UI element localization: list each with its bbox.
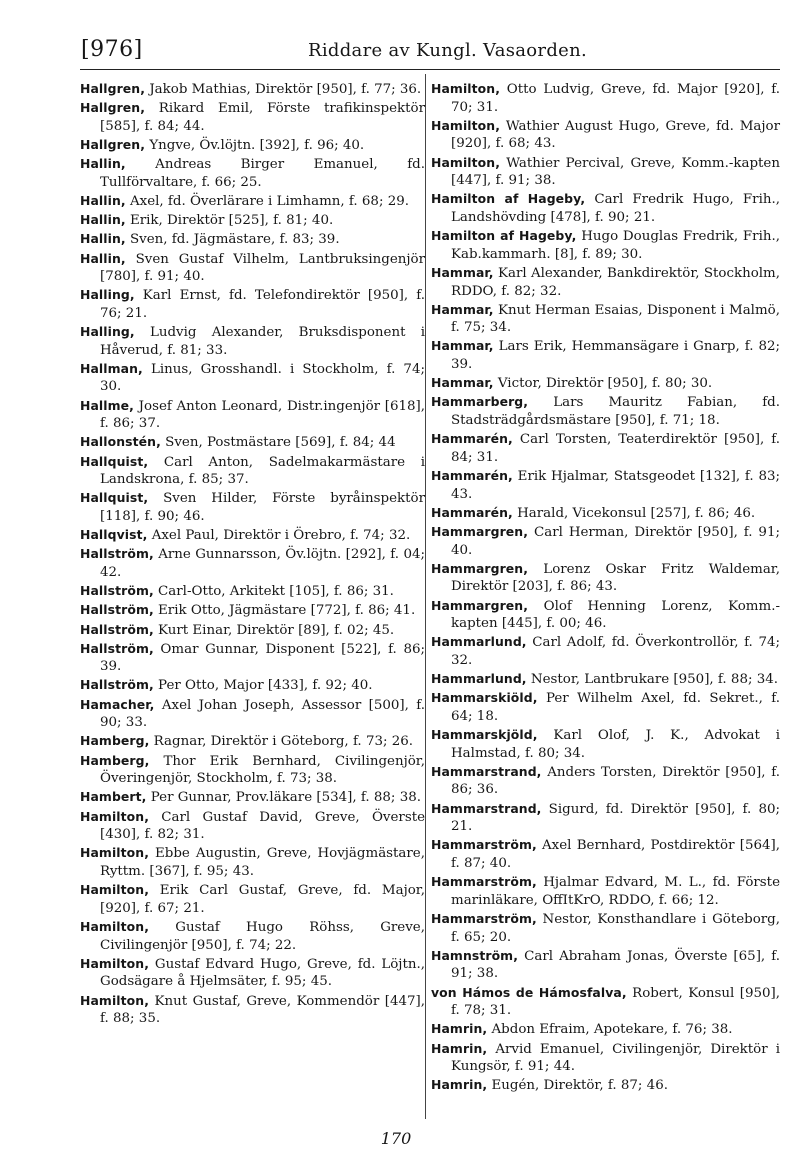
entry-surname: Hallgren, xyxy=(80,100,146,116)
entry-details: Anders Torsten, Direktör [950], f. 86; 36. xyxy=(451,764,780,798)
entry-details: Victor, Direktör [950], f. 80; 30. xyxy=(497,376,713,392)
register-entry xyxy=(431,393,780,429)
entry-surname: Hallin, xyxy=(80,231,126,247)
register-entry xyxy=(431,374,780,393)
register-entry xyxy=(431,910,780,946)
register-entry xyxy=(80,640,425,676)
entry-details: Arvid Emanuel, Civilingenjör, Direktör i Kungsör, f. 91; 44. xyxy=(451,1041,780,1075)
register-entry xyxy=(431,264,780,300)
right-column xyxy=(431,80,780,1095)
entry-surname: Hallme, xyxy=(80,397,134,413)
register-entry xyxy=(80,844,425,880)
register-entry xyxy=(80,918,425,954)
entry-details: Arne Gunnarsson, Öv.löjtn. [292], f. 04; 42. xyxy=(100,547,426,580)
entry-surname: Hammar, xyxy=(431,264,494,280)
entry-details: Carl Anton, Sadelmakarmästare i Landskrona, f. 85; 37. xyxy=(100,454,425,488)
register-entry xyxy=(80,80,425,99)
entry-surname: Hamilton, xyxy=(431,154,500,170)
entry-surname: Halling, xyxy=(80,324,135,340)
entry-surname: Hamilton af Hageby, xyxy=(431,228,577,244)
entry-surname: Hallquist, xyxy=(80,490,149,506)
entry-surname: Hammarén, xyxy=(431,504,513,520)
entry-surname: Hallin, xyxy=(80,192,126,208)
entry-details: Per Gunnar, Prov.läkare [534], f. 88; 38. xyxy=(150,790,421,806)
entry-surname: Hammar, xyxy=(431,301,494,317)
register-entry xyxy=(80,250,425,286)
header-rule xyxy=(80,69,780,70)
entry-details: Carl Fredrik Hugo, Frih., Landshövding [478], f. 90; 21. xyxy=(451,192,780,225)
entry-details: Knut Gustaf, Greve, Kommendör [447], f. 88; 35. xyxy=(100,993,426,1027)
entry-surname: Hamnström, xyxy=(431,947,519,963)
entry-details: Axel Paul, Direktör i Örebro, f. 74; 32. xyxy=(151,528,411,544)
entry-surname: Hamilton, xyxy=(80,955,149,971)
entry-surname: Hamilton, xyxy=(431,117,500,133)
register-entry xyxy=(431,689,780,725)
register-entry xyxy=(80,286,425,322)
entry-details: Carl Torsten, Teaterdirektör [950], f. 84; 31. xyxy=(451,432,780,465)
register-entry xyxy=(80,582,425,601)
entry-surname: Hallström, xyxy=(80,602,154,618)
entry-details: Erik Otto, Jägmästare [772], f. 86; 41. xyxy=(158,603,416,619)
entry-details: Per Wilhelm Axel, fd. Sekret., f. 64; 18. xyxy=(451,691,780,724)
entry-details: Yngve, Öv.löjtn. [392], f. 96; 40. xyxy=(149,137,365,153)
entry-surname: Hamrin, xyxy=(431,1021,488,1037)
entry-details: Nestor, Lantbrukare [950], f. 88; 34. xyxy=(530,672,779,688)
register-entry xyxy=(431,763,780,799)
register-entry xyxy=(431,1076,780,1095)
entry-surname: Hammarlund, xyxy=(431,671,527,687)
register-entry xyxy=(431,670,780,689)
entry-surname: Hamrin, xyxy=(431,1040,488,1056)
register-entry xyxy=(431,227,780,263)
entry-details: Ludvig Alexander, Bruksdisponent i Håverud, f. 81; 33. xyxy=(100,325,425,358)
register-entry xyxy=(431,947,780,983)
folio-number: 170 xyxy=(380,1129,412,1148)
entry-details: Abdon Efraim, Apotekare, f. 76; 38. xyxy=(491,1022,733,1038)
entry-surname: Hallström, xyxy=(80,677,154,693)
entry-details: Per Otto, Major [433], f. 92; 40. xyxy=(158,678,373,694)
entry-surname: von Hámos de Hámosfalva, xyxy=(431,984,627,1000)
register-entry xyxy=(431,504,780,523)
entry-details: Hjalmar Edvard, M. L., fd. Förste marinläkare, OffItKrO, RDDO, f. 66; 12. xyxy=(451,875,780,908)
entry-details: Axel Bernhard, Postdirektör [564], f. 87; 40. xyxy=(451,838,780,871)
entry-surname: Hammargren, xyxy=(431,523,529,539)
register-entry xyxy=(431,836,780,872)
entry-surname: Hamilton, xyxy=(80,845,149,861)
entry-surname: Hamilton, xyxy=(431,81,500,96)
register-entry xyxy=(80,955,425,991)
entry-surname: Hambert, xyxy=(80,789,147,805)
entry-details: Lorenz Oskar Fritz Waldemar, Direktör [203], f. 86; 43. xyxy=(451,561,780,595)
entry-details: Carl Abraham Jonas, Överste [65], f. 91; 38. xyxy=(451,948,780,982)
left-column xyxy=(80,80,425,1028)
entry-surname: Hamilton, xyxy=(80,918,149,934)
entry-surname: Hammargren, xyxy=(431,560,529,576)
entry-details: Nestor, Konsthandlare i Göteborg, f. 65; 20. xyxy=(451,911,780,945)
entry-details: Josef Anton Leonard, Distr.ingenjör [618], f. 86; 37. xyxy=(100,398,425,432)
entry-details: Erik Hjalmar, Statsgeodet [132], f. 83; 43. xyxy=(451,469,780,502)
register-entry xyxy=(80,526,425,545)
register-entry xyxy=(80,696,425,732)
entry-details: Harald, Vicekonsul [257], f. 86; 46. xyxy=(517,505,756,521)
entry-surname: Hammarstrand, xyxy=(431,800,542,816)
entry-surname: Hallström, xyxy=(80,621,154,637)
entry-surname: Hallström, xyxy=(80,583,154,599)
column-divider xyxy=(425,74,426,1119)
entry-surname: Hammarén, xyxy=(431,468,513,483)
entry-surname: Hammarström, xyxy=(431,874,537,890)
entry-surname: Hallgren, xyxy=(80,136,146,152)
entry-details: Gustaf Edvard Hugo, Greve, fd. Löjtn., Godsägare å Hjelmsäter, f. 95; 45. xyxy=(100,956,425,990)
register-entry xyxy=(80,732,425,751)
register-entry xyxy=(80,323,425,359)
entry-surname: Hammargren, xyxy=(431,597,529,613)
register-entry xyxy=(80,360,425,396)
register-entry xyxy=(80,192,425,211)
register-entry xyxy=(80,489,425,525)
entry-surname: Halling, xyxy=(80,287,135,303)
register-entry xyxy=(431,800,780,836)
register-entry xyxy=(80,788,425,807)
register-entry xyxy=(80,99,425,135)
entry-surname: Hamilton, xyxy=(80,808,149,824)
register-entry xyxy=(431,984,780,1020)
entry-surname: Hammarskiöld, xyxy=(431,690,538,706)
entry-details: Carl Herman, Direktör [950], f. 91; 40. xyxy=(451,524,780,558)
entry-surname: Hammarström, xyxy=(431,837,537,853)
entry-details: Kurt Einar, Direktör [89], f. 02; 45. xyxy=(158,622,395,638)
register-entry xyxy=(80,808,425,844)
entry-details: Robert, Konsul [950], f. 78; 31. xyxy=(451,985,780,1019)
entry-details: Lars Erik, Hemmansägare i Gnarp, f. 82; 39. xyxy=(451,339,780,373)
entry-surname: Hammarberg, xyxy=(431,394,529,410)
register-entry xyxy=(431,154,780,190)
register-entry xyxy=(431,1040,780,1076)
entry-details: Gustaf Hugo Röhss, Greve, Civilingenjör [950], f. 74; 22. xyxy=(100,919,425,953)
entry-surname: Hallin, xyxy=(80,212,126,228)
entry-details: Hugo Douglas Fredrik, Frih., Kab.kammarh. [8], f. 89; 30. xyxy=(451,229,780,262)
register-entry xyxy=(80,676,425,695)
register-entry xyxy=(431,523,780,559)
entry-surname: Hammar, xyxy=(431,338,494,354)
entry-details: Carl-Otto, Arkitekt [105], f. 86; 31. xyxy=(158,584,394,600)
entry-surname: Hamilton, xyxy=(80,882,149,898)
register-entry xyxy=(80,397,425,433)
entry-details: Carl Adolf, fd. Överkontrollör, f. 74; 32. xyxy=(451,635,780,668)
register-entry xyxy=(80,155,425,191)
register-entry xyxy=(431,726,780,762)
register-entry xyxy=(431,597,780,633)
entry-surname: Hammarström, xyxy=(431,910,537,926)
entry-surname: Hammarén, xyxy=(431,431,513,447)
entry-surname: Hamrin, xyxy=(431,1077,488,1093)
register-entry xyxy=(80,621,425,640)
entry-details: Sven, fd. Jägmästare, f. 83; 39. xyxy=(129,232,340,248)
register-entry xyxy=(431,430,780,466)
register-entry xyxy=(80,230,425,249)
entry-surname: Hammar, xyxy=(431,375,494,391)
register-entry xyxy=(431,633,780,669)
entry-surname: Hallman, xyxy=(80,360,143,376)
entry-surname: Hammarskjöld, xyxy=(431,727,538,743)
register-entry xyxy=(80,881,425,917)
entry-details: Karl Olof, J. K., Advokat i Halmstad, f. 80; 34. xyxy=(451,728,780,761)
entry-details: Sven Gustaf Vilhelm, Lantbruksingenjör [780], f. 91; 40. xyxy=(100,251,425,285)
register-entry xyxy=(80,545,425,581)
entry-details: Olof Henning Lorenz, Komm.-kapten [445], f. 00; 46. xyxy=(451,598,780,632)
entry-details: Thor Erik Bernhard, Civilingenjör, Överingenjör, Stockholm, f. 73; 38. xyxy=(100,753,425,787)
entry-surname: Hallström, xyxy=(80,640,154,656)
entry-details: Carl Gustaf David, Greve, Överste [430], f. 82; 31. xyxy=(100,809,425,843)
running-title: Riddare av Kungl. Vasaorden. xyxy=(308,40,588,61)
entry-surname: Hallin, xyxy=(80,250,126,266)
register-entry xyxy=(80,136,425,155)
entry-surname: Hamacher, xyxy=(80,696,155,712)
entry-details: Rikard Emil, Förste trafikinspektör [585], f. 84; 44. xyxy=(100,101,425,134)
entry-details: Sven Hilder, Förste byråinspektör [118], f. 90; 46. xyxy=(100,491,425,524)
entry-details: Wathier Percival, Greve, Komm.-kapten [447], f. 91; 38. xyxy=(451,155,780,189)
entry-surname: Hamilton af Hageby, xyxy=(431,191,586,207)
register-entry xyxy=(80,453,425,489)
register-entry xyxy=(80,992,425,1028)
entry-details: Erik Carl Gustaf, Greve, fd. Major, [920], f. 67; 21. xyxy=(100,883,425,916)
entry-surname: Hammarlund, xyxy=(431,634,527,650)
entry-surname: Hallonstén, xyxy=(80,434,161,450)
entry-surname: Hammarstrand, xyxy=(431,763,542,779)
entry-details: Otto Ludvig, Greve, fd. Major [920], f. 70; 31. xyxy=(451,82,780,115)
entry-surname: Hallquist, xyxy=(80,453,149,469)
entry-details: Lars Mauritz Fabian, fd. Stadsträdgårdsmästare [950], f. 71; 18. xyxy=(451,395,780,429)
entry-surname: Hallgren, xyxy=(80,81,146,96)
entry-surname: Hallin, xyxy=(80,156,126,172)
entry-surname: Hallqvist, xyxy=(80,527,148,543)
entry-details: Andreas Birger Emanuel, fd. Tullförvaltare, f. 66; 25. xyxy=(100,157,425,190)
register-entry xyxy=(431,560,780,596)
register-entry xyxy=(80,433,425,452)
register-entry xyxy=(80,752,425,788)
entry-details: Jakob Mathias, Direktör [950], f. 77; 36. xyxy=(149,82,422,97)
entry-surname: Hallström, xyxy=(80,546,154,562)
register-entry xyxy=(431,337,780,373)
entry-details: Ebbe Augustin, Greve, Hovjägmästare, Ryttm. [367], f. 95; 43. xyxy=(100,846,425,879)
entry-details: Sven, Postmästare [569], f. 84; 44 xyxy=(165,435,396,451)
register-entry xyxy=(431,467,780,503)
register-entry xyxy=(431,190,780,226)
entry-details: Erik, Direktör [525], f. 81; 40. xyxy=(129,213,334,229)
entry-details: Eugén, Direktör, f. 87; 46. xyxy=(491,1078,668,1094)
entry-surname: Hamberg, xyxy=(80,752,150,768)
entry-details: Axel Johan Joseph, Assessor [500], f. 90; 33. xyxy=(100,697,425,731)
page-number: [976] xyxy=(81,37,143,62)
entry-details: Karl Alexander, Bankdirektör, Stockholm, RDDO, f. 82; 32. xyxy=(451,265,780,299)
entry-surname: Hamilton, xyxy=(80,992,149,1008)
register-entry xyxy=(431,1020,780,1039)
register-entry xyxy=(431,301,780,337)
register-entry xyxy=(80,211,425,230)
entry-details: Linus, Grosshandl. i Stockholm, f. 74; 30. xyxy=(100,361,425,395)
entry-details: Sigurd, fd. Direktör [950], f. 80; 21. xyxy=(451,801,780,835)
entry-details: Omar Gunnar, Disponent [522], f. 86; 39. xyxy=(100,641,425,675)
register-entry xyxy=(431,117,780,153)
entry-details: Axel, fd. Överlärare i Limhamn, f. 68; 29. xyxy=(129,193,410,209)
register-entry xyxy=(431,873,780,909)
entry-details: Karl Ernst, fd. Telefondirektör [950], f. 76; 21. xyxy=(100,288,425,321)
register-entry xyxy=(80,601,425,620)
entry-details: Wathier August Hugo, Greve, fd. Major [920], f. 68; 43. xyxy=(451,118,780,152)
entry-details: Ragnar, Direktör i Göteborg, f. 73; 26. xyxy=(153,734,414,750)
register-entry xyxy=(431,80,780,116)
entry-surname: Hamberg, xyxy=(80,733,150,749)
entry-details: Knut Herman Esaias, Disponent i Malmö, f. 75; 34. xyxy=(451,302,780,336)
